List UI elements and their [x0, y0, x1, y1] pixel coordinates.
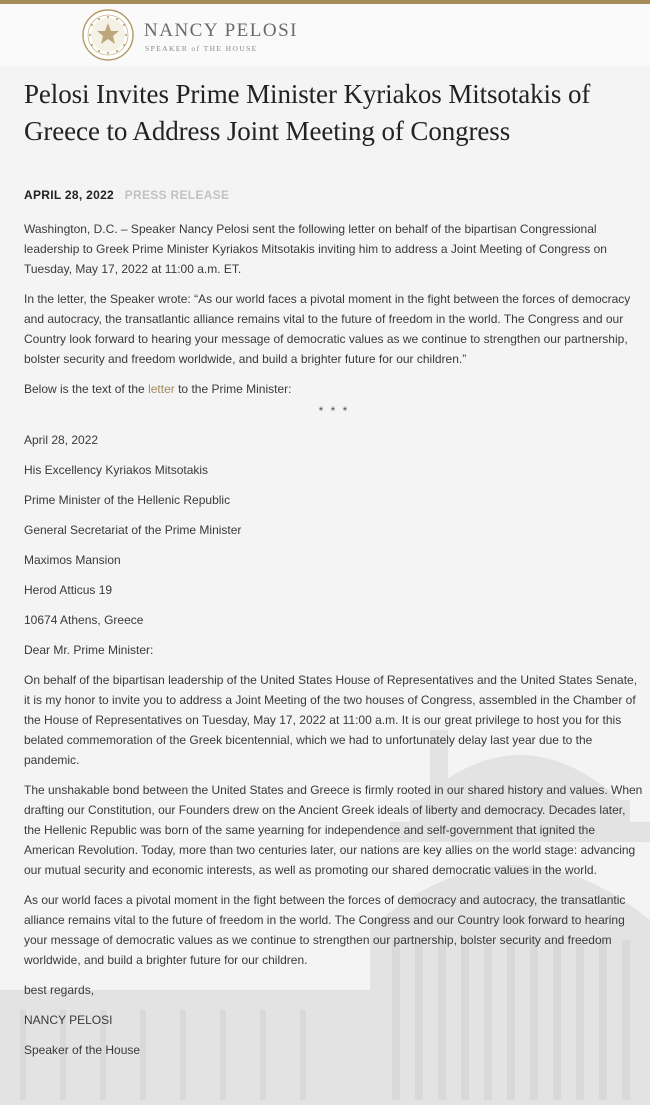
letter-intro-paragraph — [24, 379, 644, 399]
signer-title: Speaker of the House — [24, 1043, 141, 1057]
address-line: His Excellency Kyriakos Mitsotakis — [24, 463, 209, 477]
article-date: APRIL 28, 2022 — [24, 188, 115, 202]
letter-closing: best regards, — [24, 983, 95, 997]
letter-intro-text-before: Below is the text of the — [24, 382, 149, 396]
speaker-seal-logo[interactable] — [82, 9, 134, 61]
section-separator: * * * — [318, 404, 350, 418]
article-type-label[interactable]: PRESS RELEASE — [124, 188, 230, 202]
address-line: Maximos Mansion — [24, 553, 121, 567]
address-line: 10674 Athens, Greece — [24, 613, 144, 627]
letter-salutation: Dear Mr. Prime Minister: — [24, 643, 154, 657]
site-header — [0, 4, 650, 66]
letter-link[interactable]: letter — [148, 382, 175, 396]
article-meta — [24, 188, 644, 202]
letter-intro-text-after: to the Prime Minister: — [174, 382, 292, 396]
signer-name: NANCY PELOSI — [24, 1013, 113, 1027]
site-brand-name[interactable]: NANCY PELOSI — [144, 20, 298, 41]
letter-date: April 28, 2022 — [24, 433, 99, 447]
site-brand-subtitle: SPEAKER of THE HOUSE — [145, 44, 258, 53]
article-title: Pelosi Invites Prime Minister Kyriakos Mitsotakis of Greece to Address Joint Meeting of Congress — [24, 79, 591, 146]
address-line: General Secretariat of the Prime Minister — [24, 523, 242, 537]
letter-address-block — [24, 430, 644, 660]
address-line: Herod Atticus 19 — [24, 583, 113, 597]
quote-paragraph: In the letter, the Speaker wrote: “As our world faces a pivotal moment in the fight between the forces of democracy and autocracy, the transatlantic alliance remains vital to the future of freedom in the world. The Congress and our Country look forward to hearing your message of democratic values as we continue to strengthen our partnership, bolster security and freedom worldwide, and build a brighter future for our children.” — [24, 292, 631, 366]
letter-paragraph: As our world faces a pivotal moment in the fight between the forces of democracy and autocracy, the transatlantic alliance remains vital to the future of freedom in the world. The Congress and our Country look forward to hearing your message of democratic values as we continue to strengthen our partnership, bolster security and freedom worldwide, and build a brighter future for our children. — [24, 893, 626, 967]
address-line: Prime Minister of the Hellenic Republic — [24, 493, 231, 507]
article — [24, 76, 644, 1070]
letter-paragraph: On behalf of the bipartisan leadership of the United States House of Representatives and the United States Senate, it is my honor to invite you to address a Joint Meeting of the two houses of Congress, assembled in the Chamber of the House of Representatives on Tuesday, May 17, 2022 at 11:00 a.m. It is our great privilege to host you for this belated commemoration of the Greek bicentennial, which we had to unfortunately delay last year due to the pandemic. — [24, 673, 638, 767]
intro-paragraph: Washington, D.C. – Speaker Nancy Pelosi sent the following letter on behalf of the bipartisan Congressional leadership to Greek Prime Minister Kyriakos Mitsotakis inviting him to address a Joint Meeting of Congress on Tuesday, May 17, 2022 at 11:00 a.m. ET. — [24, 222, 607, 276]
letter-paragraph: The unshakable bond between the United States and Greece is firmly rooted in our shared history and values. When drafting our Constitution, our Founders drew on the Ancient Greek ideals of liberty and democracy. Decades later, the Hellenic Republic was born of the same yearning for independence and self-government that ignited the American Revolution. Today, more than two centuries later, our nations are key allies on the world stage: advancing our mutual security and economic interests, as well as promoting our shared democratic values in the world. — [24, 783, 643, 877]
